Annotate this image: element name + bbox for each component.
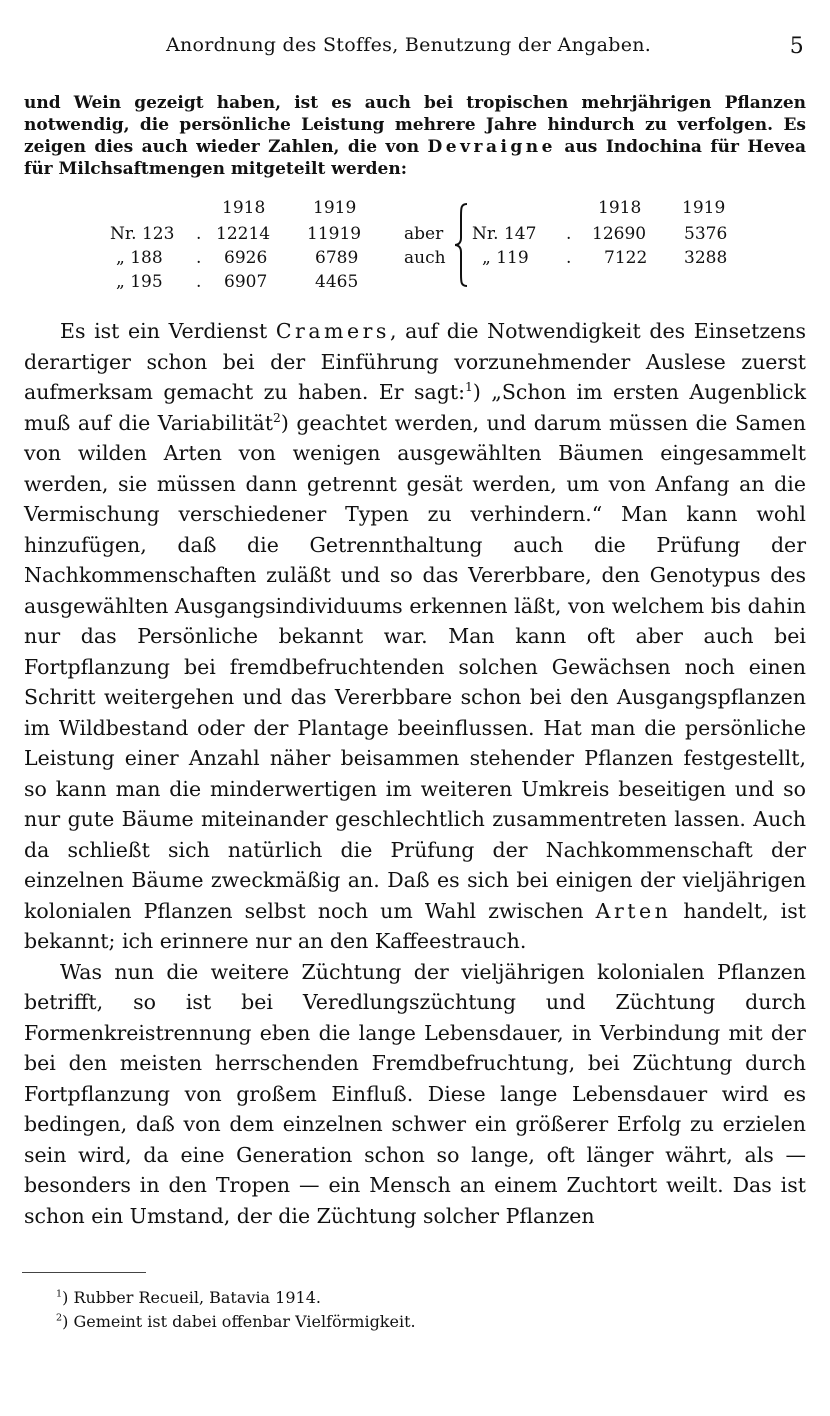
body-text [24,316,806,1231]
emphasis-arten: Arten [595,898,672,923]
latex-yield-table [0,196,830,296]
leader-dot: . [566,248,572,268]
right-value-1919: 5376 [684,224,728,244]
left-row-label: Nr. 123 [110,224,175,244]
left-year-1919: 1919 [313,198,357,218]
intro-paragraph [24,92,806,180]
right-value-1918: 7122 [604,248,648,268]
left-row-label: „ 195 [116,272,163,292]
left-value-1919: 6789 [315,248,359,268]
right-year-1919: 1919 [682,198,726,218]
intro-text-2: aus Indochina für Hevea für Milchsaftmengen mitgeteilt werden: [24,137,806,179]
text-run: , auf die Notwendigkeit des Einsetzens derartiger schon bei der Einführung vorzunehmender Auslese zuerst aufmerksam gemacht zu haben. Er sagt: [24,319,806,404]
footnote-ref-2[interactable]: 2 [273,410,281,425]
footnotes [56,1286,756,1334]
footnote-mark-1: 1 [56,1288,63,1300]
leader-dot: . [566,224,572,244]
running-head [150,34,810,64]
right-value-1919: 3288 [684,248,728,268]
footnote-1 [56,1286,756,1310]
footnote-text-2: ) Gemeint ist dabei offenbar Vielförmigkeit. [62,1312,416,1331]
right-row-label: „ 119 [482,248,529,268]
left-value-1918: 6926 [224,248,268,268]
paragraph-zuechtung: Was nun die weitere Züchtung der vieljährigen kolonialen Pflanzen betrifft, so ist bei Veredlungszüchtung und Züchtung durch Formenkreistrennung eben die lange Lebensdauer, in Verbindung mit der bei den meisten herrschenden Fremdbefruchtung, bei Züchtung durch Fortpflanzung von großem Einfluß. Diese lange Lebensdauer wird es bedingen, daß von dem einzelnen schwer ein größerer Erfolg zu erzielen sein wird, da eine Generation schon so lange, oft länger währt, als — besonders in den Tropen — ein Mensch an einem Zuchtort weilt. Das ist schon ein Umstand, der die Züchtung solcher Pflanzen [24,959,806,1228]
page-number: 5 [789,34,804,59]
footnote-2 [56,1310,756,1334]
left-year-1918: 1918 [222,198,266,218]
curly-brace-icon [452,202,472,288]
connector-auch: auch [404,248,446,268]
left-value-1918: 12214 [216,224,271,244]
text-run: ) geachtet werden, und darum müssen die Samen von wilden Arten von wenigen ausgewählten Bäumen eingesammelt werden, sie müssen dann getrennt gesät werden, um von Anfang an die Vermischung verschiedener Typen zu verhindern.“ Man kann wohl hinzufügen, daß die Getrennthaltung auch die Prüfung der Nachkommenschaften zuläßt und so das Vererbbare, den Genotypus des ausgewählten Ausgangsindividuums erkennen läßt, von welchem bis dahin nur das Persönliche bekannt war. Man kann oft aber auch bei Fortpflanzung bei fremdbefruchtenden solchen Gewächsen noch einen Schritt weitergehen und das Vererbbare schon bei den Ausgangspflanzen im Wildbestand oder der Plantage beeinflussen. Hat man die persönliche Leistung einer Anzahl näher beisammen stehender Pflanzen festgestellt, so kann man die minderwertigen im weiteren Umkreis beseitigen und so nur gute Bäume miteinander geschlechtlich zusammentreten lassen. Auch da schließt sich natürlich die Prüfung der Nachkommenschaft der einzelnen Bäume zweckmäßig an. Daß es sich bei einigen der vieljährigen kolonialen Pflanzen selbst noch um Wahl zwischen [24,410,807,923]
left-value-1919: 4465 [315,272,359,292]
leader-dot: . [196,224,202,244]
left-value-1918: 6907 [224,272,268,292]
text-run: handelt, ist bekannt; ich erinnere nur an den Kaffeestrauch. [24,898,806,953]
left-row-label: „ 188 [116,248,163,268]
intro-text-1: und Wein gezeigt haben, ist es auch bei tropischen mehrjährigen Pflanzen notwendig, die persönliche Leistung mehrere Jahre hindurch zu verfolgen. Es zeigen dies auch wieder Zahlen, die von [24,93,806,157]
author-name-cramer: Cramers [275,319,390,343]
right-row-label: Nr. 147 [472,224,537,244]
right-year-1918: 1918 [598,198,642,218]
connector-aber: aber [404,224,444,244]
footnote-mark-2: 2 [56,1312,63,1324]
left-value-1919: 11919 [307,224,362,244]
running-title: Anordnung des Stoffes, Benutzung der Angaben. [166,34,652,56]
text-run: ) „Schon im ersten Augenblick muß auf die Variabilität [24,380,806,435]
author-name-devraigne: Devraigne [427,137,556,157]
leader-dot: . [196,248,202,268]
footnote-ref-1[interactable]: 1 [465,380,473,395]
footnote-text-1: ) Rubber Recueil, Batavia 1914. [62,1288,321,1307]
footnote-rule [22,1272,146,1273]
leader-dot: . [196,272,202,292]
paragraph-cramer [24,316,806,957]
right-value-1918: 12690 [592,224,647,244]
text-run: Es ist ein Verdienst [60,319,276,343]
